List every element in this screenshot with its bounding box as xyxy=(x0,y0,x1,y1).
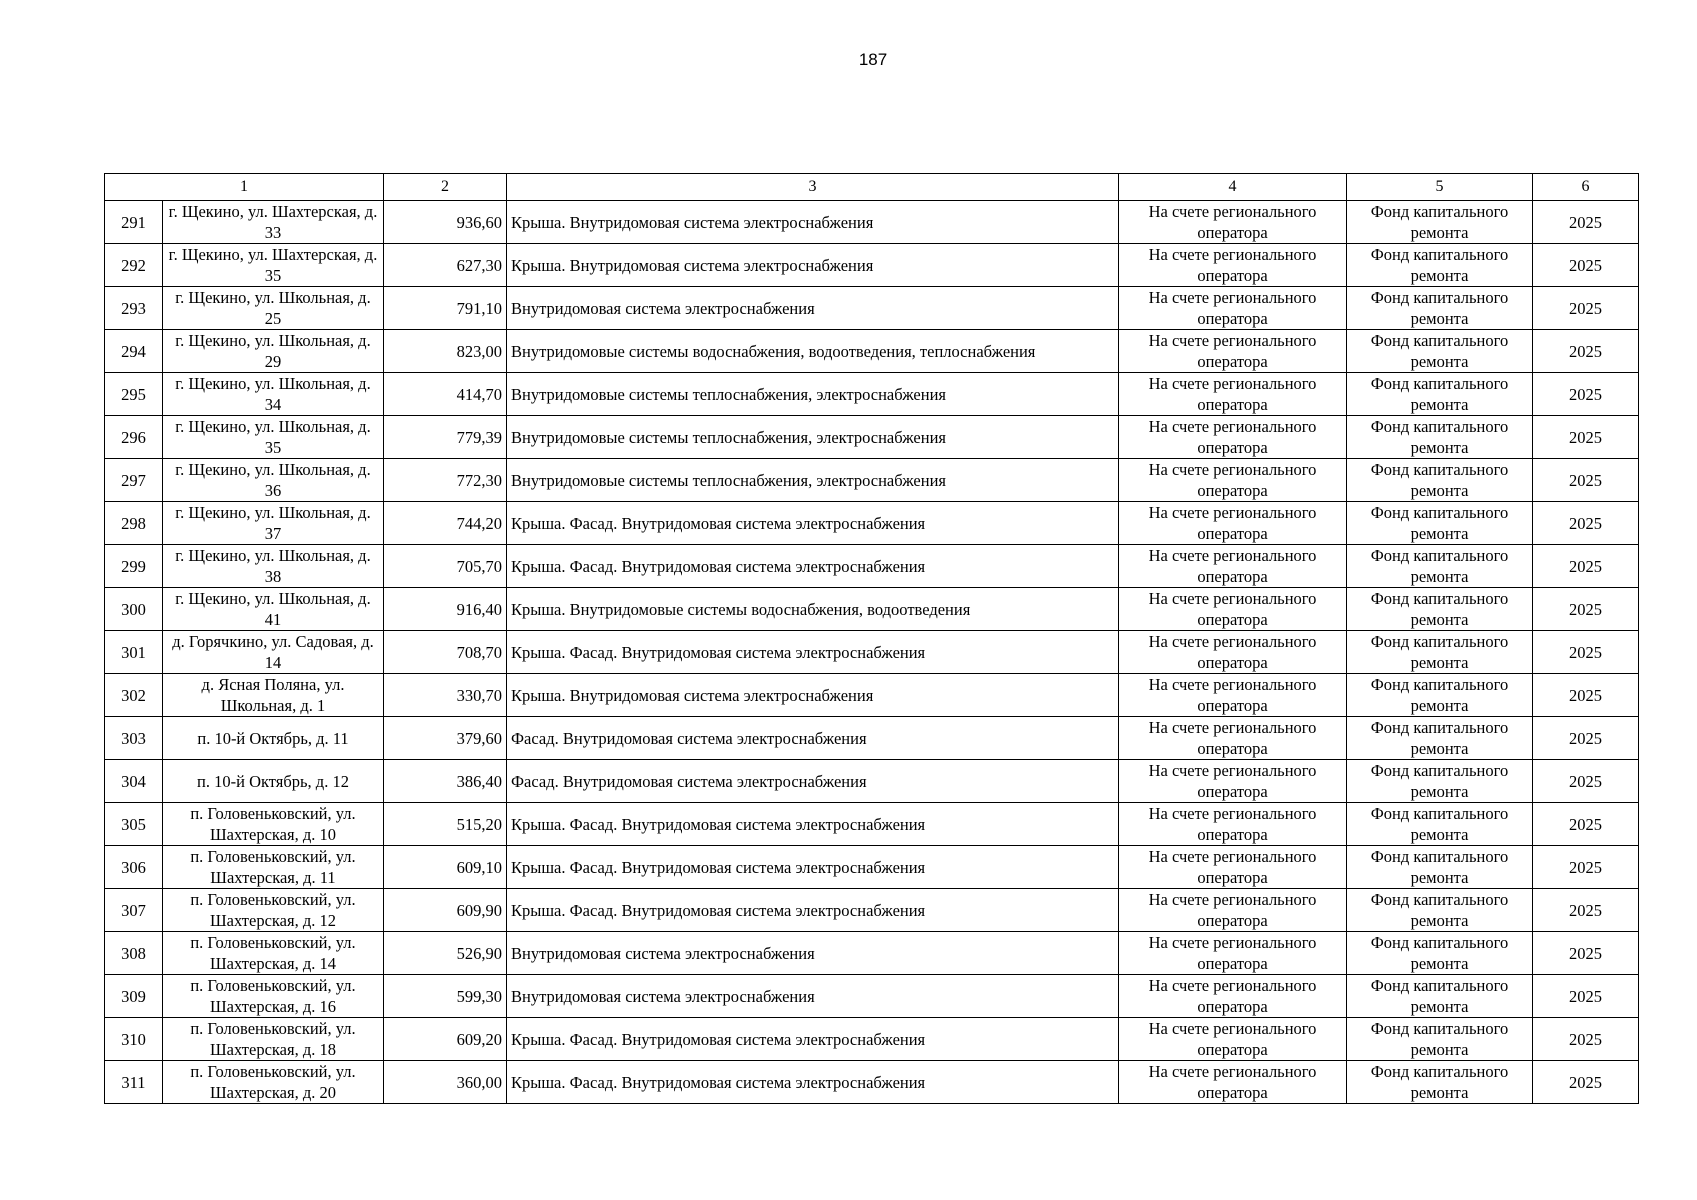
table-row xyxy=(105,502,1639,545)
table-row xyxy=(105,244,1639,287)
works-cell: Крыша. Фасад. Внутридомовая система электроснабжения xyxy=(507,1061,1119,1104)
year-cell: 2025 xyxy=(1533,889,1639,932)
area-cell: 779,39 xyxy=(384,416,507,459)
table-row xyxy=(105,631,1639,674)
table-row xyxy=(105,717,1639,760)
address-cell: г. Щекино, ул. Шахтерская, д. 33 xyxy=(163,201,384,244)
area-cell: 772,30 xyxy=(384,459,507,502)
funding-source-cell: Фонд капитального ремонта xyxy=(1347,889,1533,932)
area-cell: 609,10 xyxy=(384,846,507,889)
works-cell: Крыша. Фасад. Внутридомовая система электроснабжения xyxy=(507,803,1119,846)
works-cell: Крыша. Фасад. Внутридомовая система электроснабжения xyxy=(507,889,1119,932)
fund-account-cell: На счете регионального оператора xyxy=(1119,1018,1347,1061)
row-number-cell: 292 xyxy=(105,244,163,287)
column-header-5: 5 xyxy=(1347,174,1533,201)
fund-account-cell: На счете регионального оператора xyxy=(1119,631,1347,674)
address-cell: г. Щекино, ул. Школьная, д. 37 xyxy=(163,502,384,545)
year-cell: 2025 xyxy=(1533,846,1639,889)
funding-source-cell: Фонд капитального ремонта xyxy=(1347,330,1533,373)
fund-account-cell: На счете регионального оператора xyxy=(1119,244,1347,287)
address-cell: п. Головеньковский, ул. Шахтерская, д. 11 xyxy=(163,846,384,889)
area-cell: 515,20 xyxy=(384,803,507,846)
fund-account-cell: На счете регионального оператора xyxy=(1119,201,1347,244)
table-body xyxy=(105,201,1639,1104)
funding-source-cell: Фонд капитального ремонта xyxy=(1347,975,1533,1018)
address-cell: г. Щекино, ул. Школьная, д. 34 xyxy=(163,373,384,416)
fund-account-cell: На счете регионального оператора xyxy=(1119,803,1347,846)
address-cell: г. Щекино, ул. Шахтерская, д. 35 xyxy=(163,244,384,287)
year-cell: 2025 xyxy=(1533,674,1639,717)
address-cell: д. Ясная Поляна, ул. Школьная, д. 1 xyxy=(163,674,384,717)
table-row xyxy=(105,975,1639,1018)
funding-source-cell: Фонд капитального ремонта xyxy=(1347,803,1533,846)
table-row xyxy=(105,416,1639,459)
table-row xyxy=(105,674,1639,717)
year-cell: 2025 xyxy=(1533,373,1639,416)
area-cell: 627,30 xyxy=(384,244,507,287)
area-cell: 936,60 xyxy=(384,201,507,244)
funding-source-cell: Фонд капитального ремонта xyxy=(1347,760,1533,803)
works-cell: Внутридомовые системы водоснабжения, водоотведения, теплоснабжения xyxy=(507,330,1119,373)
table-row xyxy=(105,803,1639,846)
table-row xyxy=(105,330,1639,373)
column-header-1: 1 xyxy=(105,174,384,201)
table-row xyxy=(105,932,1639,975)
area-cell: 744,20 xyxy=(384,502,507,545)
table-row xyxy=(105,1018,1639,1061)
year-cell: 2025 xyxy=(1533,545,1639,588)
funding-source-cell: Фонд капитального ремонта xyxy=(1347,459,1533,502)
table-row xyxy=(105,889,1639,932)
year-cell: 2025 xyxy=(1533,1018,1639,1061)
year-cell: 2025 xyxy=(1533,803,1639,846)
row-number-cell: 301 xyxy=(105,631,163,674)
funding-source-cell: Фонд капитального ремонта xyxy=(1347,932,1533,975)
works-cell: Крыша. Фасад. Внутридомовая система электроснабжения xyxy=(507,846,1119,889)
row-number-cell: 294 xyxy=(105,330,163,373)
works-cell: Внутридомовые системы теплоснабжения, электроснабжения xyxy=(507,373,1119,416)
fund-account-cell: На счете регионального оператора xyxy=(1119,975,1347,1018)
page-number: 187 xyxy=(858,50,888,69)
funding-source-cell: Фонд капитального ремонта xyxy=(1347,545,1533,588)
row-number-cell: 300 xyxy=(105,588,163,631)
year-cell: 2025 xyxy=(1533,975,1639,1018)
column-header-4: 4 xyxy=(1119,174,1347,201)
fund-account-cell: На счете регионального оператора xyxy=(1119,760,1347,803)
column-header-3: 3 xyxy=(507,174,1119,201)
address-cell: п. 10-й Октябрь, д. 11 xyxy=(163,717,384,760)
fund-account-cell: На счете регионального оператора xyxy=(1119,502,1347,545)
area-cell: 823,00 xyxy=(384,330,507,373)
table-row xyxy=(105,1061,1639,1104)
fund-account-cell: На счете регионального оператора xyxy=(1119,717,1347,760)
year-cell: 2025 xyxy=(1533,416,1639,459)
table-row xyxy=(105,846,1639,889)
funding-source-cell: Фонд капитального ремонта xyxy=(1347,717,1533,760)
year-cell: 2025 xyxy=(1533,588,1639,631)
address-cell: п. 10-й Октябрь, д. 12 xyxy=(163,760,384,803)
fund-account-cell: На счете регионального оператора xyxy=(1119,330,1347,373)
year-cell: 2025 xyxy=(1533,459,1639,502)
funding-source-cell: Фонд капитального ремонта xyxy=(1347,373,1533,416)
row-number-cell: 306 xyxy=(105,846,163,889)
column-header-2: 2 xyxy=(384,174,507,201)
table-row xyxy=(105,459,1639,502)
address-cell: г. Щекино, ул. Школьная, д. 36 xyxy=(163,459,384,502)
row-number-cell: 296 xyxy=(105,416,163,459)
row-number-cell: 297 xyxy=(105,459,163,502)
address-cell: г. Щекино, ул. Школьная, д. 35 xyxy=(163,416,384,459)
fund-account-cell: На счете регионального оператора xyxy=(1119,373,1347,416)
address-cell: п. Головеньковский, ул. Шахтерская, д. 16 xyxy=(163,975,384,1018)
area-cell: 414,70 xyxy=(384,373,507,416)
works-cell: Внутридомовая система электроснабжения xyxy=(507,932,1119,975)
fund-account-cell: На счете регионального оператора xyxy=(1119,287,1347,330)
year-cell: 2025 xyxy=(1533,1061,1639,1104)
fund-account-cell: На счете регионального оператора xyxy=(1119,588,1347,631)
fund-account-cell: На счете регионального оператора xyxy=(1119,674,1347,717)
year-cell: 2025 xyxy=(1533,760,1639,803)
year-cell: 2025 xyxy=(1533,932,1639,975)
year-cell: 2025 xyxy=(1533,201,1639,244)
year-cell: 2025 xyxy=(1533,330,1639,373)
funding-source-cell: Фонд капитального ремонта xyxy=(1347,287,1533,330)
area-cell: 360,00 xyxy=(384,1061,507,1104)
area-cell: 791,10 xyxy=(384,287,507,330)
address-cell: п. Головеньковский, ул. Шахтерская, д. 20 xyxy=(163,1061,384,1104)
row-number-cell: 295 xyxy=(105,373,163,416)
row-number-cell: 309 xyxy=(105,975,163,1018)
works-cell: Крыша. Внутридомовые системы водоснабжения, водоотведения xyxy=(507,588,1119,631)
fund-account-cell: На счете регионального оператора xyxy=(1119,1061,1347,1104)
row-number-cell: 291 xyxy=(105,201,163,244)
address-cell: п. Головеньковский, ул. Шахтерская, д. 12 xyxy=(163,889,384,932)
row-number-cell: 310 xyxy=(105,1018,163,1061)
fund-account-cell: На счете регионального оператора xyxy=(1119,459,1347,502)
works-cell: Крыша. Фасад. Внутридомовая система электроснабжения xyxy=(507,502,1119,545)
area-cell: 386,40 xyxy=(384,760,507,803)
address-cell: г. Щекино, ул. Школьная, д. 29 xyxy=(163,330,384,373)
row-number-cell: 311 xyxy=(105,1061,163,1104)
funding-source-cell: Фонд капитального ремонта xyxy=(1347,201,1533,244)
works-cell: Внутридомовые системы теплоснабжения, электроснабжения xyxy=(507,416,1119,459)
works-cell: Внутридомовая система электроснабжения xyxy=(507,975,1119,1018)
fund-account-cell: На счете регионального оператора xyxy=(1119,889,1347,932)
area-cell: 379,60 xyxy=(384,717,507,760)
area-cell: 916,40 xyxy=(384,588,507,631)
row-number-cell: 293 xyxy=(105,287,163,330)
funding-source-cell: Фонд капитального ремонта xyxy=(1347,244,1533,287)
works-cell: Крыша. Внутридомовая система электроснабжения xyxy=(507,244,1119,287)
table-row xyxy=(105,760,1639,803)
row-number-cell: 303 xyxy=(105,717,163,760)
fund-account-cell: На счете регионального оператора xyxy=(1119,416,1347,459)
address-cell: п. Головеньковский, ул. Шахтерская, д. 10 xyxy=(163,803,384,846)
row-number-cell: 299 xyxy=(105,545,163,588)
works-cell: Крыша. Фасад. Внутридомовая система электроснабжения xyxy=(507,1018,1119,1061)
fund-account-cell: На счете регионального оператора xyxy=(1119,932,1347,975)
table-row xyxy=(105,287,1639,330)
year-cell: 2025 xyxy=(1533,631,1639,674)
funding-source-cell: Фонд капитального ремонта xyxy=(1347,588,1533,631)
area-cell: 330,70 xyxy=(384,674,507,717)
row-number-cell: 307 xyxy=(105,889,163,932)
area-cell: 599,30 xyxy=(384,975,507,1018)
works-cell: Фасад. Внутридомовая система электроснабжения xyxy=(507,760,1119,803)
year-cell: 2025 xyxy=(1533,287,1639,330)
area-cell: 705,70 xyxy=(384,545,507,588)
row-number-cell: 304 xyxy=(105,760,163,803)
row-number-cell: 308 xyxy=(105,932,163,975)
funding-source-cell: Фонд капитального ремонта xyxy=(1347,846,1533,889)
area-cell: 609,20 xyxy=(384,1018,507,1061)
table-row xyxy=(105,201,1639,244)
funding-source-cell: Фонд капитального ремонта xyxy=(1347,1018,1533,1061)
works-cell: Фасад. Внутридомовая система электроснабжения xyxy=(507,717,1119,760)
year-cell: 2025 xyxy=(1533,717,1639,760)
address-cell: д. Горячкино, ул. Садовая, д. 14 xyxy=(163,631,384,674)
table-row xyxy=(105,373,1639,416)
funding-source-cell: Фонд капитального ремонта xyxy=(1347,502,1533,545)
works-cell: Крыша. Фасад. Внутридомовая система электроснабжения xyxy=(507,545,1119,588)
funding-source-cell: Фонд капитального ремонта xyxy=(1347,631,1533,674)
table-row xyxy=(105,588,1639,631)
works-cell: Внутридомовая система электроснабжения xyxy=(507,287,1119,330)
row-number-cell: 302 xyxy=(105,674,163,717)
area-cell: 609,90 xyxy=(384,889,507,932)
works-cell: Крыша. Фасад. Внутридомовая система электроснабжения xyxy=(507,631,1119,674)
fund-account-cell: На счете регионального оператора xyxy=(1119,545,1347,588)
year-cell: 2025 xyxy=(1533,502,1639,545)
capital-repair-table xyxy=(104,173,1639,1104)
column-header-6: 6 xyxy=(1533,174,1639,201)
works-cell: Крыша. Внутридомовая система электроснабжения xyxy=(507,201,1119,244)
works-cell: Крыша. Внутридомовая система электроснабжения xyxy=(507,674,1119,717)
funding-source-cell: Фонд капитального ремонта xyxy=(1347,674,1533,717)
funding-source-cell: Фонд капитального ремонта xyxy=(1347,416,1533,459)
row-number-cell: 298 xyxy=(105,502,163,545)
address-cell: г. Щекино, ул. Школьная, д. 41 xyxy=(163,588,384,631)
address-cell: г. Щекино, ул. Школьная, д. 38 xyxy=(163,545,384,588)
address-cell: п. Головеньковский, ул. Шахтерская, д. 14 xyxy=(163,932,384,975)
year-cell: 2025 xyxy=(1533,244,1639,287)
column-number-header-row xyxy=(105,174,1639,201)
fund-account-cell: На счете регионального оператора xyxy=(1119,846,1347,889)
address-cell: п. Головеньковский, ул. Шахтерская, д. 18 xyxy=(163,1018,384,1061)
funding-source-cell: Фонд капитального ремонта xyxy=(1347,1061,1533,1104)
row-number-cell: 305 xyxy=(105,803,163,846)
address-cell: г. Щекино, ул. Школьная, д. 25 xyxy=(163,287,384,330)
table-row xyxy=(105,545,1639,588)
area-cell: 708,70 xyxy=(384,631,507,674)
area-cell: 526,90 xyxy=(384,932,507,975)
works-cell: Внутридомовые системы теплоснабжения, электроснабжения xyxy=(507,459,1119,502)
